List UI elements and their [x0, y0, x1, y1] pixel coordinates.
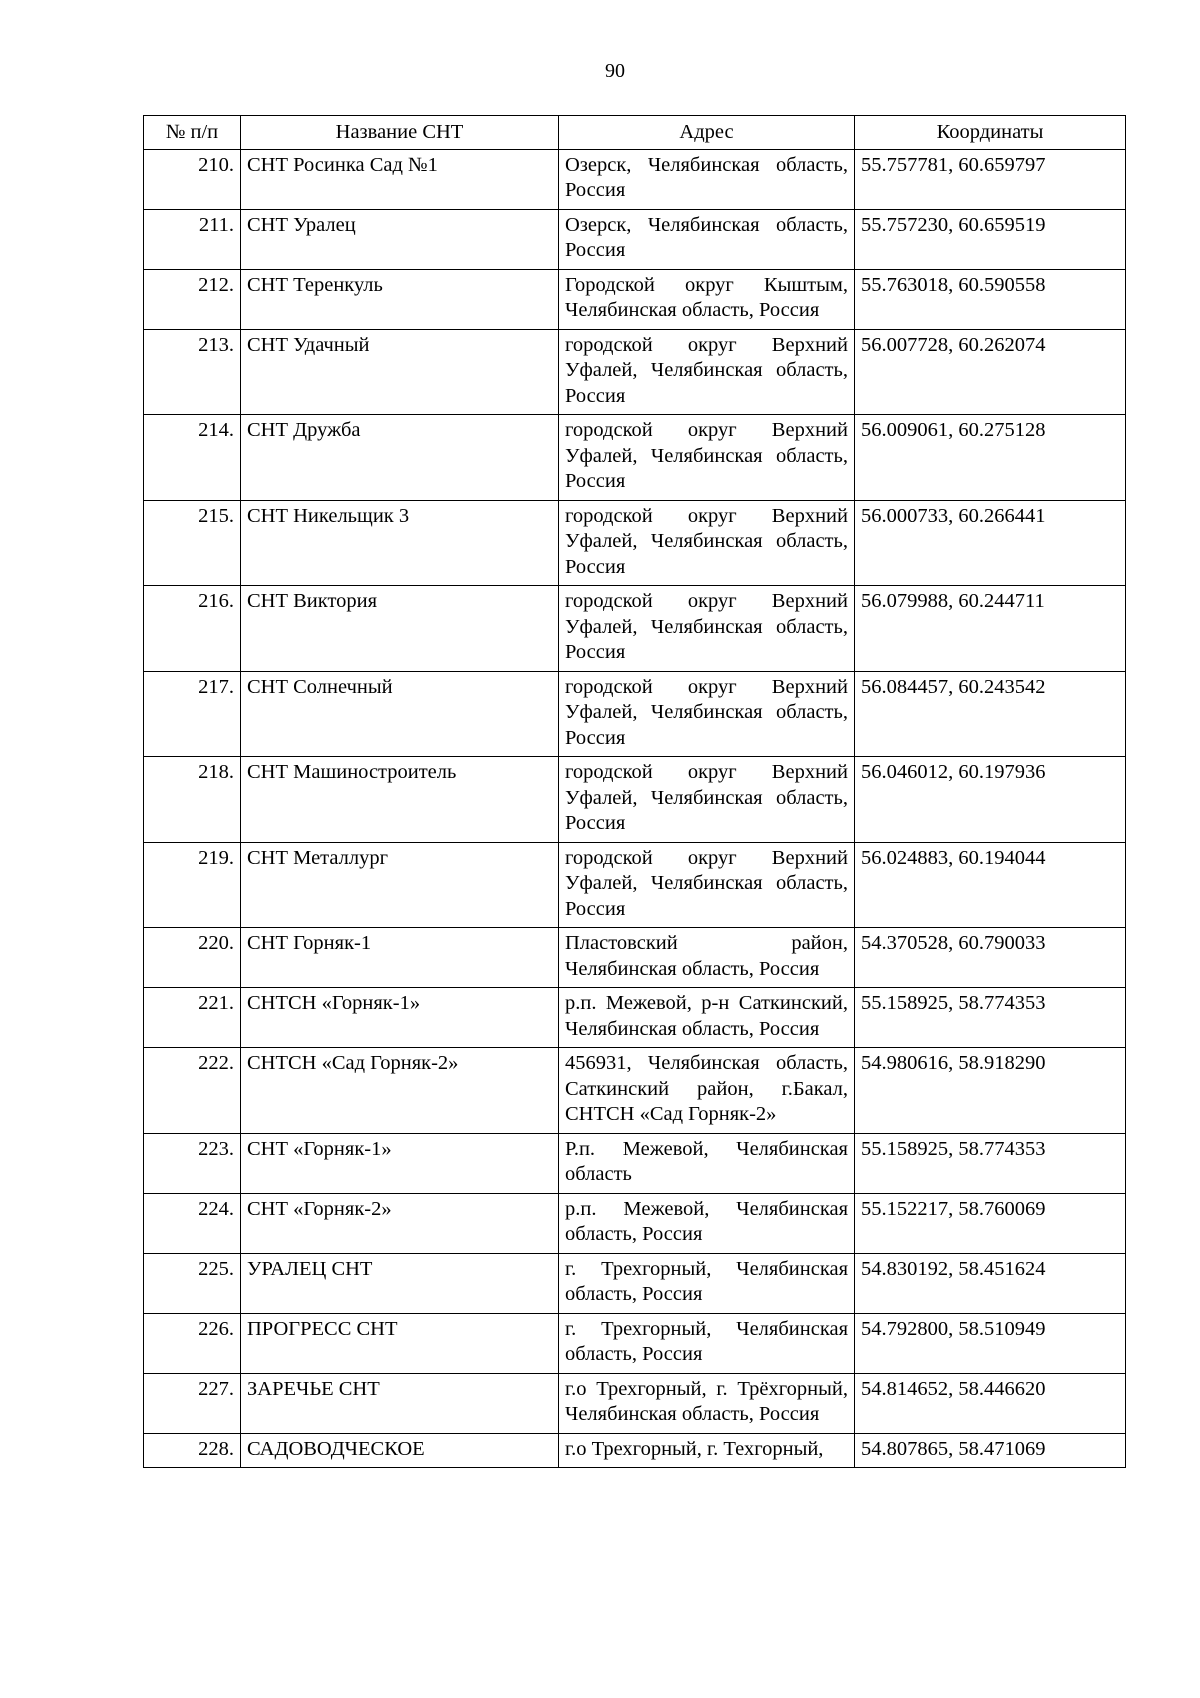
snt-name: СНТ Виктория: [241, 586, 559, 672]
snt-name: СНТ Никельщик 3: [241, 500, 559, 586]
snt-address: городской округ Верхний Уфалей, Челябинская область, Россия: [559, 757, 855, 843]
header-address: Адрес: [559, 116, 855, 150]
snt-coordinates: 54.830192, 58.451624: [855, 1253, 1126, 1313]
snt-address: Городской округ Кыштым, Челябинская область, Россия: [559, 269, 855, 329]
snt-coordinates: 54.370528, 60.790033: [855, 928, 1126, 988]
snt-coordinates: 55.763018, 60.590558: [855, 269, 1126, 329]
snt-name: СНТ «Горняк-1»: [241, 1133, 559, 1193]
snt-name: САДОВОДЧЕСКОЕ: [241, 1433, 559, 1468]
snt-coordinates: 54.814652, 58.446620: [855, 1373, 1126, 1433]
snt-coordinates: 55.757230, 60.659519: [855, 209, 1126, 269]
table-row: [144, 149, 1126, 209]
snt-name: СНТ «Горняк-2»: [241, 1193, 559, 1253]
row-number: 211.: [144, 209, 241, 269]
row-number: 223.: [144, 1133, 241, 1193]
snt-name: ПРОГРЕСС СНТ: [241, 1313, 559, 1373]
table-row: [144, 269, 1126, 329]
snt-coordinates: 56.000733, 60.266441: [855, 500, 1126, 586]
table-row: [144, 415, 1126, 501]
row-number: 213.: [144, 329, 241, 415]
snt-coordinates: 56.024883, 60.194044: [855, 842, 1126, 928]
table-body: [144, 149, 1126, 1468]
snt-address: г.о Трехгорный, г. Трёхгорный, Челябинская область, Россия: [559, 1373, 855, 1433]
row-number: 215.: [144, 500, 241, 586]
snt-address: городской округ Верхний Уфалей, Челябинская область, Россия: [559, 500, 855, 586]
row-number: 214.: [144, 415, 241, 501]
snt-address: Озерск, Челябинская область, Россия: [559, 149, 855, 209]
snt-address: г. Трехгорный, Челябинская область, Россия: [559, 1313, 855, 1373]
snt-table: [143, 115, 1126, 1468]
row-number: 217.: [144, 671, 241, 757]
row-number: 224.: [144, 1193, 241, 1253]
table-row: [144, 1373, 1126, 1433]
header-coordinates: Координаты: [855, 116, 1126, 150]
row-number: 226.: [144, 1313, 241, 1373]
snt-address: городской округ Верхний Уфалей, Челябинская область, Россия: [559, 415, 855, 501]
snt-address: г.о Трехгорный, г. Техгорный,: [559, 1433, 855, 1468]
row-number: 228.: [144, 1433, 241, 1468]
snt-name: СНТ Удачный: [241, 329, 559, 415]
snt-address: г. Трехгорный, Челябинская область, Россия: [559, 1253, 855, 1313]
table-header-row: [144, 116, 1126, 150]
table-row: [144, 671, 1126, 757]
snt-address: городской округ Верхний Уфалей, Челябинская область, Россия: [559, 586, 855, 672]
row-number: 216.: [144, 586, 241, 672]
table-row: [144, 988, 1126, 1048]
table-row: [144, 329, 1126, 415]
snt-address: городской округ Верхний Уфалей, Челябинская область, Россия: [559, 671, 855, 757]
table-row: [144, 1048, 1126, 1134]
row-number: 218.: [144, 757, 241, 843]
row-number: 222.: [144, 1048, 241, 1134]
snt-coordinates: 55.152217, 58.760069: [855, 1193, 1126, 1253]
snt-address: р.п. Межевой, Челябинская область, Россия: [559, 1193, 855, 1253]
snt-coordinates: 56.046012, 60.197936: [855, 757, 1126, 843]
snt-name: СНТ Уралец: [241, 209, 559, 269]
snt-coordinates: 56.079988, 60.244711: [855, 586, 1126, 672]
snt-name: СНТСН «Горняк-1»: [241, 988, 559, 1048]
table-row: [144, 1433, 1126, 1468]
page-number: 90: [605, 60, 625, 82]
row-number: 219.: [144, 842, 241, 928]
row-number: 225.: [144, 1253, 241, 1313]
snt-address: р.п. Межевой, р-н Саткинский, Челябинская область, Россия: [559, 988, 855, 1048]
snt-name: ЗАРЕЧЬЕ СНТ: [241, 1373, 559, 1433]
snt-name: СНТ Дружба: [241, 415, 559, 501]
header-number: № п/п: [144, 116, 241, 150]
snt-coordinates: 54.792800, 58.510949: [855, 1313, 1126, 1373]
snt-address: Озерск, Челябинская область, Россия: [559, 209, 855, 269]
snt-name: СНТСН «Сад Горняк-2»: [241, 1048, 559, 1134]
snt-address: городской округ Верхний Уфалей, Челябинская область, Россия: [559, 329, 855, 415]
snt-coordinates: 55.757781, 60.659797: [855, 149, 1126, 209]
snt-address: 456931, Челябинская область, Саткинский район, г.Бакал, СНТСН «Сад Горняк-2»: [559, 1048, 855, 1134]
snt-name: СНТ Машиностроитель: [241, 757, 559, 843]
table-row: [144, 1253, 1126, 1313]
table-row: [144, 209, 1126, 269]
snt-coordinates: 56.084457, 60.243542: [855, 671, 1126, 757]
snt-name: СНТ Росинка Сад №1: [241, 149, 559, 209]
row-number: 212.: [144, 269, 241, 329]
snt-address: Пластовский район, Челябинская область, Россия: [559, 928, 855, 988]
table-row: [144, 500, 1126, 586]
table-row: [144, 928, 1126, 988]
table-row: [144, 586, 1126, 672]
row-number: 220.: [144, 928, 241, 988]
header-name: Название СНТ: [241, 116, 559, 150]
snt-name: СНТ Металлург: [241, 842, 559, 928]
snt-name: СНТ Горняк-1: [241, 928, 559, 988]
table-row: [144, 842, 1126, 928]
snt-address: Р.п. Межевой, Челябинская область: [559, 1133, 855, 1193]
snt-coordinates: 55.158925, 58.774353: [855, 1133, 1126, 1193]
table-row: [144, 1193, 1126, 1253]
row-number: 210.: [144, 149, 241, 209]
snt-coordinates: 56.007728, 60.262074: [855, 329, 1126, 415]
table-row: [144, 757, 1126, 843]
row-number: 221.: [144, 988, 241, 1048]
snt-coordinates: 55.158925, 58.774353: [855, 988, 1126, 1048]
snt-coordinates: 54.807865, 58.471069: [855, 1433, 1126, 1468]
snt-name: СНТ Солнечный: [241, 671, 559, 757]
table-row: [144, 1313, 1126, 1373]
row-number: 227.: [144, 1373, 241, 1433]
snt-coordinates: 56.009061, 60.275128: [855, 415, 1126, 501]
snt-coordinates: 54.980616, 58.918290: [855, 1048, 1126, 1134]
snt-address: городской округ Верхний Уфалей, Челябинская область, Россия: [559, 842, 855, 928]
snt-name: СНТ Теренкуль: [241, 269, 559, 329]
snt-name: УРАЛЕЦ СНТ: [241, 1253, 559, 1313]
table-row: [144, 1133, 1126, 1193]
